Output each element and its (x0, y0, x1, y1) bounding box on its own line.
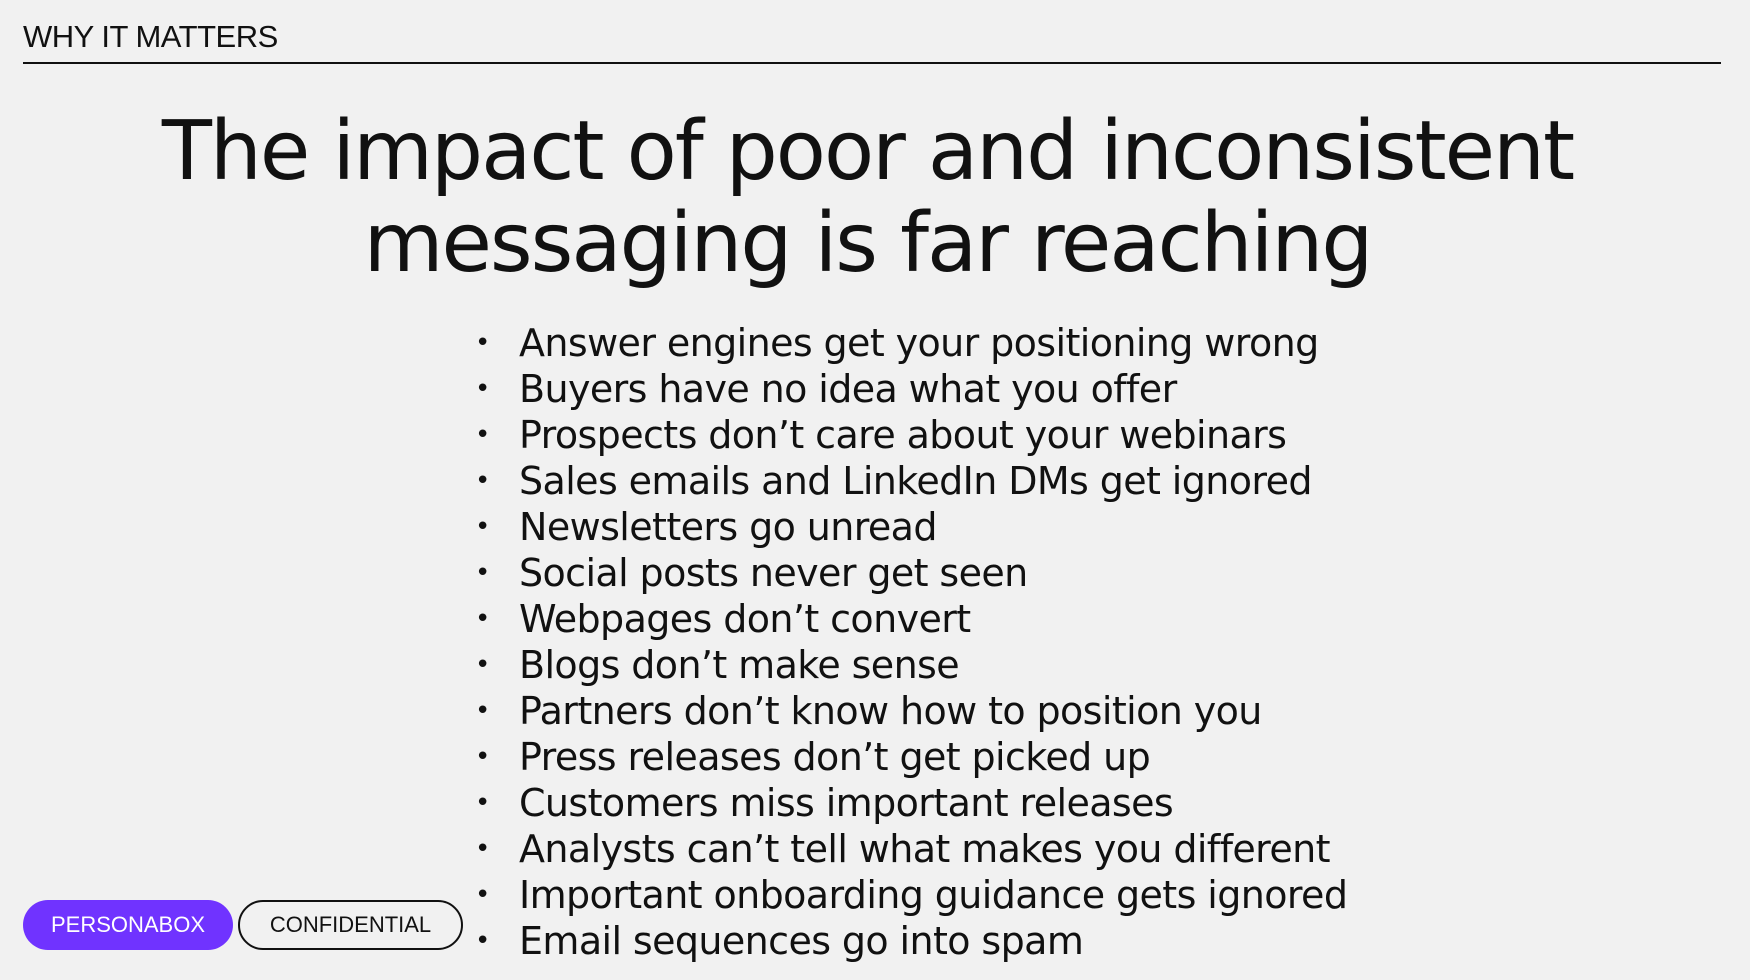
bullet-dot-icon: • (475, 650, 490, 680)
bullet-item (475, 872, 1575, 918)
bullet-dot-icon: • (475, 604, 490, 634)
bullet-dot-icon: • (475, 926, 490, 956)
bullet-dot-icon: • (475, 374, 490, 404)
bullet-dot-icon: • (475, 558, 490, 588)
bullet-dot-icon: • (475, 742, 490, 772)
bullet-dot-icon: • (475, 512, 490, 542)
bullet-text: Blogs don’t make sense (519, 643, 960, 687)
bullet-item (475, 596, 1575, 642)
bullet-dot-icon: • (475, 880, 490, 910)
bullet-text: Answer engines get your positioning wrong (519, 321, 1319, 365)
bullet-dot-icon: • (475, 696, 490, 726)
bullet-item (475, 504, 1575, 550)
bullet-item (475, 918, 1575, 964)
brand-badge: PERSONABOX (23, 900, 233, 950)
section-label: WHY IT MATTERS (23, 19, 278, 54)
impact-bullet-list (475, 320, 1575, 964)
section-header (23, 18, 1721, 64)
bullet-item (475, 780, 1575, 826)
bullet-text: Email sequences go into spam (519, 919, 1084, 963)
bullet-item (475, 366, 1575, 412)
bullet-dot-icon: • (475, 328, 490, 358)
bullet-item (475, 734, 1575, 780)
bullet-dot-icon: • (475, 420, 490, 450)
bullet-text: Buyers have no idea what you offer (519, 367, 1177, 411)
slide-title-line-2: messaging is far reaching (363, 196, 1372, 291)
bullet-text: Prospects don’t care about your webinars (519, 413, 1287, 457)
bullet-text: Customers miss important releases (519, 781, 1174, 825)
bullet-text: Partners don’t know how to position you (519, 689, 1262, 733)
bullet-dot-icon: • (475, 466, 490, 496)
confidential-badge: CONFIDENTIAL (238, 900, 463, 950)
bullet-item (475, 320, 1575, 366)
bullet-item (475, 550, 1575, 596)
slide-title (0, 106, 1735, 290)
bullet-item (475, 458, 1575, 504)
bullet-text: Sales emails and LinkedIn DMs get ignored (519, 459, 1312, 503)
bullet-text: Press releases don’t get picked up (519, 735, 1151, 779)
bullet-item (475, 642, 1575, 688)
bullet-item (475, 412, 1575, 458)
bullet-item (475, 688, 1575, 734)
bullet-text: Important onboarding guidance gets ignored (519, 873, 1348, 917)
bullet-text: Social posts never get seen (519, 551, 1028, 595)
bullet-text: Webpages don’t convert (519, 597, 971, 641)
bullet-item (475, 826, 1575, 872)
bullet-dot-icon: • (475, 788, 490, 818)
slide-title-line-1: The impact of poor and inconsistent (161, 104, 1574, 199)
bullet-text: Analysts can’t tell what makes you different (519, 827, 1330, 871)
bullet-dot-icon: • (475, 834, 490, 864)
bullet-text: Newsletters go unread (519, 505, 937, 549)
